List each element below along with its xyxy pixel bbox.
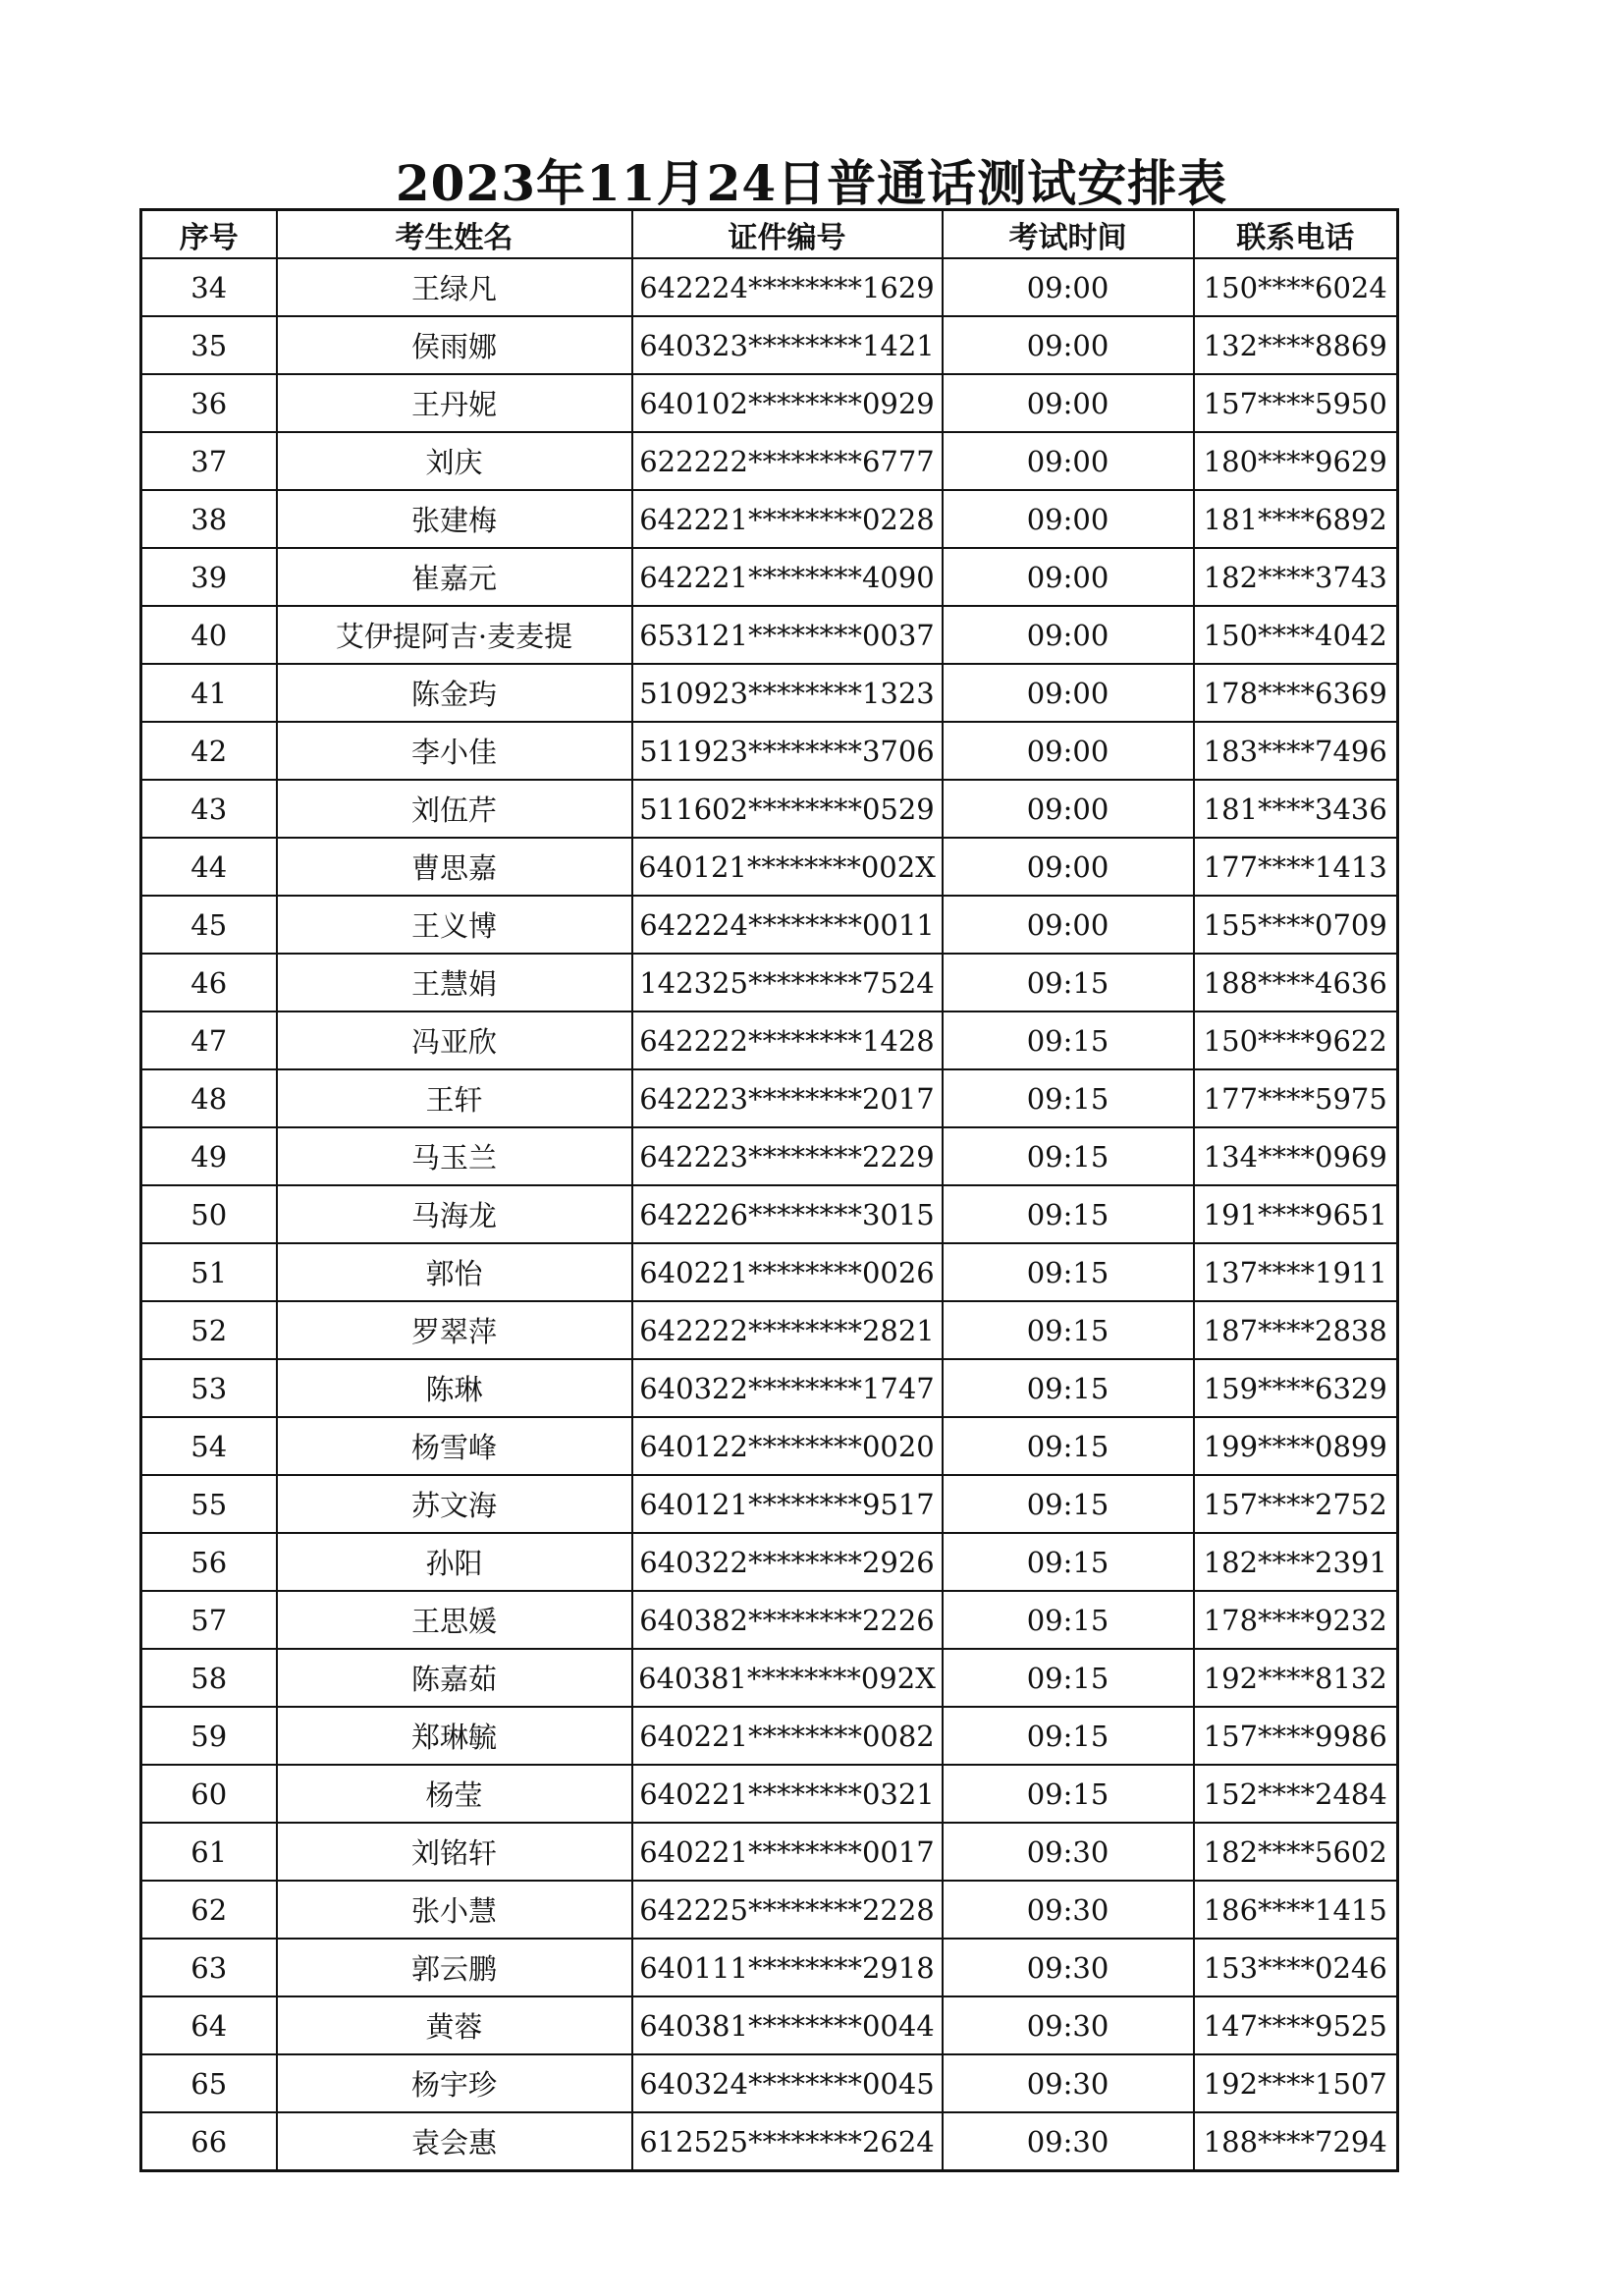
cell-name: 李小佳 — [277, 722, 632, 780]
cell-name: 王丹妮 — [277, 374, 632, 432]
cell-exam-time: 09:00 — [943, 258, 1194, 316]
cell-name: 马玉兰 — [277, 1127, 632, 1185]
cell-id-number: 642222********2821 — [632, 1301, 943, 1359]
cell-seq: 64 — [141, 1996, 277, 2054]
header-name: 考生姓名 — [277, 210, 632, 259]
cell-seq: 50 — [141, 1185, 277, 1243]
cell-exam-time: 09:00 — [943, 432, 1194, 490]
cell-id-number: 640221********0026 — [632, 1243, 943, 1301]
table-row — [141, 1243, 1398, 1301]
cell-exam-time: 09:00 — [943, 374, 1194, 432]
cell-name: 苏文海 — [277, 1475, 632, 1533]
cell-phone: 159****6329 — [1194, 1359, 1398, 1417]
cell-name: 刘庆 — [277, 432, 632, 490]
cell-name: 王绿凡 — [277, 258, 632, 316]
table-row — [141, 838, 1398, 896]
cell-phone: 192****1507 — [1194, 2054, 1398, 2112]
table-row — [141, 2112, 1398, 2171]
table-row — [141, 1823, 1398, 1881]
cell-name: 孙阳 — [277, 1533, 632, 1591]
table-row — [141, 1011, 1398, 1069]
table-row — [141, 548, 1398, 606]
cell-name: 王思媛 — [277, 1591, 632, 1649]
cell-id-number: 642221********4090 — [632, 548, 943, 606]
cell-phone: 147****9525 — [1194, 1996, 1398, 2054]
cell-seq: 61 — [141, 1823, 277, 1881]
cell-seq: 49 — [141, 1127, 277, 1185]
cell-id-number: 642223********2229 — [632, 1127, 943, 1185]
cell-exam-time: 09:15 — [943, 1765, 1194, 1823]
cell-name: 郭云鹏 — [277, 1939, 632, 1996]
cell-name: 刘铭轩 — [277, 1823, 632, 1881]
header-row — [141, 210, 1398, 259]
cell-phone: 182****5602 — [1194, 1823, 1398, 1881]
cell-id-number: 640221********0321 — [632, 1765, 943, 1823]
cell-name: 陈金玙 — [277, 664, 632, 722]
table-row — [141, 316, 1398, 374]
cell-phone: 137****1911 — [1194, 1243, 1398, 1301]
cell-phone: 157****9986 — [1194, 1707, 1398, 1765]
cell-id-number: 642225********2228 — [632, 1881, 943, 1939]
cell-seq: 35 — [141, 316, 277, 374]
table-row — [141, 1475, 1398, 1533]
header-phone: 联系电话 — [1194, 210, 1398, 259]
cell-id-number: 640111********2918 — [632, 1939, 943, 1996]
cell-id-number: 642222********1428 — [632, 1011, 943, 1069]
cell-name: 陈琳 — [277, 1359, 632, 1417]
cell-exam-time: 09:15 — [943, 1649, 1194, 1707]
cell-phone: 150****6024 — [1194, 258, 1398, 316]
cell-exam-time: 09:15 — [943, 1533, 1194, 1591]
cell-name: 张小慧 — [277, 1881, 632, 1939]
cell-exam-time: 09:30 — [943, 1823, 1194, 1881]
cell-phone: 187****2838 — [1194, 1301, 1398, 1359]
table-row — [141, 722, 1398, 780]
table-row — [141, 664, 1398, 722]
table-row — [141, 780, 1398, 838]
cell-seq: 46 — [141, 954, 277, 1011]
cell-exam-time: 09:00 — [943, 548, 1194, 606]
cell-id-number: 640121********002X — [632, 838, 943, 896]
cell-exam-time: 09:15 — [943, 1069, 1194, 1127]
cell-seq: 51 — [141, 1243, 277, 1301]
cell-name: 马海龙 — [277, 1185, 632, 1243]
cell-name: 杨雪峰 — [277, 1417, 632, 1475]
cell-id-number: 640381********0044 — [632, 1996, 943, 2054]
cell-phone: 157****5950 — [1194, 374, 1398, 432]
cell-exam-time: 09:30 — [943, 1881, 1194, 1939]
cell-seq: 40 — [141, 606, 277, 664]
cell-name: 侯雨娜 — [277, 316, 632, 374]
cell-exam-time: 09:15 — [943, 1417, 1194, 1475]
cell-id-number: 622222********6777 — [632, 432, 943, 490]
cell-name: 陈嘉茹 — [277, 1649, 632, 1707]
cell-phone: 134****0969 — [1194, 1127, 1398, 1185]
cell-seq: 53 — [141, 1359, 277, 1417]
cell-id-number: 640381********092X — [632, 1649, 943, 1707]
cell-id-number: 640382********2226 — [632, 1591, 943, 1649]
cell-phone: 182****3743 — [1194, 548, 1398, 606]
cell-seq: 63 — [141, 1939, 277, 1996]
table-row — [141, 1996, 1398, 2054]
cell-id-number: 653121********0037 — [632, 606, 943, 664]
table-row — [141, 896, 1398, 954]
table-row — [141, 1765, 1398, 1823]
cell-phone: 180****9629 — [1194, 432, 1398, 490]
cell-phone: 177****5975 — [1194, 1069, 1398, 1127]
cell-phone: 150****4042 — [1194, 606, 1398, 664]
cell-name: 王慧娟 — [277, 954, 632, 1011]
cell-id-number: 640121********9517 — [632, 1475, 943, 1533]
cell-exam-time: 09:30 — [943, 1996, 1194, 2054]
cell-exam-time: 09:30 — [943, 2054, 1194, 2112]
cell-seq: 34 — [141, 258, 277, 316]
cell-name: 冯亚欣 — [277, 1011, 632, 1069]
cell-seq: 39 — [141, 548, 277, 606]
table-row — [141, 1881, 1398, 1939]
cell-name: 曹思嘉 — [277, 838, 632, 896]
table-row — [141, 1591, 1398, 1649]
cell-name: 袁会惠 — [277, 2112, 632, 2171]
cell-exam-time: 09:15 — [943, 1301, 1194, 1359]
cell-exam-time: 09:15 — [943, 1243, 1194, 1301]
cell-seq: 58 — [141, 1649, 277, 1707]
cell-exam-time: 09:00 — [943, 490, 1194, 548]
cell-exam-time: 09:15 — [943, 954, 1194, 1011]
cell-exam-time: 09:15 — [943, 1591, 1194, 1649]
table-row — [141, 374, 1398, 432]
cell-exam-time: 09:15 — [943, 1185, 1194, 1243]
cell-name: 刘伍芹 — [277, 780, 632, 838]
cell-exam-time: 09:15 — [943, 1359, 1194, 1417]
cell-phone: 186****1415 — [1194, 1881, 1398, 1939]
cell-name: 崔嘉元 — [277, 548, 632, 606]
cell-id-number: 612525********2624 — [632, 2112, 943, 2171]
cell-id-number: 642224********1629 — [632, 258, 943, 316]
exam-schedule-table — [139, 208, 1399, 2172]
cell-seq: 57 — [141, 1591, 277, 1649]
table-body — [141, 258, 1398, 2171]
cell-phone: 188****4636 — [1194, 954, 1398, 1011]
page-title: 2023年11月24日普通话测试安排表 — [395, 154, 1228, 212]
cell-exam-time: 09:00 — [943, 780, 1194, 838]
header-seq: 序号 — [141, 210, 277, 259]
table-row — [141, 2054, 1398, 2112]
cell-id-number: 640322********2926 — [632, 1533, 943, 1591]
cell-seq: 55 — [141, 1475, 277, 1533]
cell-phone: 188****7294 — [1194, 2112, 1398, 2171]
cell-phone: 181****6892 — [1194, 490, 1398, 548]
table-row — [141, 258, 1398, 316]
table-row — [141, 1127, 1398, 1185]
cell-id-number: 510923********1323 — [632, 664, 943, 722]
cell-phone: 183****7496 — [1194, 722, 1398, 780]
cell-id-number: 640221********0017 — [632, 1823, 943, 1881]
cell-seq: 43 — [141, 780, 277, 838]
cell-phone: 157****2752 — [1194, 1475, 1398, 1533]
cell-id-number: 642224********0011 — [632, 896, 943, 954]
cell-id-number: 511602********0529 — [632, 780, 943, 838]
cell-phone: 177****1413 — [1194, 838, 1398, 896]
cell-phone: 155****0709 — [1194, 896, 1398, 954]
cell-id-number: 640323********1421 — [632, 316, 943, 374]
cell-id-number: 640102********0929 — [632, 374, 943, 432]
cell-exam-time: 09:00 — [943, 838, 1194, 896]
table-row — [141, 1301, 1398, 1359]
table-row — [141, 954, 1398, 1011]
cell-exam-time: 09:15 — [943, 1127, 1194, 1185]
cell-id-number: 640322********1747 — [632, 1359, 943, 1417]
table-row — [141, 1939, 1398, 1996]
cell-exam-time: 09:15 — [943, 1475, 1194, 1533]
table-row — [141, 1707, 1398, 1765]
cell-name: 郑琳毓 — [277, 1707, 632, 1765]
cell-seq: 66 — [141, 2112, 277, 2171]
header-id-number: 证件编号 — [632, 210, 943, 259]
cell-phone: 181****3436 — [1194, 780, 1398, 838]
cell-name: 王义博 — [277, 896, 632, 954]
cell-seq: 56 — [141, 1533, 277, 1591]
cell-name: 罗翠萍 — [277, 1301, 632, 1359]
cell-seq: 59 — [141, 1707, 277, 1765]
table-row — [141, 490, 1398, 548]
cell-name: 郭怡 — [277, 1243, 632, 1301]
cell-exam-time: 09:15 — [943, 1707, 1194, 1765]
cell-seq: 44 — [141, 838, 277, 896]
cell-id-number: 640324********0045 — [632, 2054, 943, 2112]
cell-phone: 178****9232 — [1194, 1591, 1398, 1649]
cell-name: 黄蓉 — [277, 1996, 632, 2054]
cell-seq: 48 — [141, 1069, 277, 1127]
cell-id-number: 142325********7524 — [632, 954, 943, 1011]
cell-name: 王轩 — [277, 1069, 632, 1127]
cell-id-number: 640221********0082 — [632, 1707, 943, 1765]
table-row — [141, 1649, 1398, 1707]
cell-phone: 192****8132 — [1194, 1649, 1398, 1707]
cell-seq: 36 — [141, 374, 277, 432]
cell-phone: 199****0899 — [1194, 1417, 1398, 1475]
cell-seq: 45 — [141, 896, 277, 954]
cell-seq: 47 — [141, 1011, 277, 1069]
cell-phone: 182****2391 — [1194, 1533, 1398, 1591]
table-row — [141, 1417, 1398, 1475]
table-row — [141, 432, 1398, 490]
cell-exam-time: 09:30 — [943, 2112, 1194, 2171]
cell-seq: 60 — [141, 1765, 277, 1823]
cell-exam-time: 09:00 — [943, 606, 1194, 664]
cell-id-number: 642226********3015 — [632, 1185, 943, 1243]
cell-name: 艾伊提阿吉·麦麦提 — [277, 606, 632, 664]
cell-id-number: 640122********0020 — [632, 1417, 943, 1475]
cell-id-number: 642221********0228 — [632, 490, 943, 548]
table-row — [141, 1533, 1398, 1591]
cell-exam-time: 09:15 — [943, 1011, 1194, 1069]
cell-exam-time: 09:00 — [943, 664, 1194, 722]
table-row — [141, 1185, 1398, 1243]
table-row — [141, 606, 1398, 664]
cell-exam-time: 09:00 — [943, 896, 1194, 954]
table-row — [141, 1359, 1398, 1417]
cell-seq: 38 — [141, 490, 277, 548]
cell-id-number: 511923********3706 — [632, 722, 943, 780]
cell-name: 张建梅 — [277, 490, 632, 548]
cell-phone: 132****8869 — [1194, 316, 1398, 374]
cell-exam-time: 09:00 — [943, 316, 1194, 374]
cell-id-number: 642223********2017 — [632, 1069, 943, 1127]
cell-seq: 52 — [141, 1301, 277, 1359]
cell-exam-time: 09:30 — [943, 1939, 1194, 1996]
cell-phone: 191****9651 — [1194, 1185, 1398, 1243]
cell-name: 杨宇珍 — [277, 2054, 632, 2112]
table-row — [141, 1069, 1398, 1127]
cell-exam-time: 09:00 — [943, 722, 1194, 780]
cell-phone: 150****9622 — [1194, 1011, 1398, 1069]
cell-seq: 41 — [141, 664, 277, 722]
cell-seq: 42 — [141, 722, 277, 780]
cell-seq: 37 — [141, 432, 277, 490]
header-exam-time: 考试时间 — [943, 210, 1194, 259]
cell-seq: 54 — [141, 1417, 277, 1475]
cell-phone: 178****6369 — [1194, 664, 1398, 722]
cell-name: 杨莹 — [277, 1765, 632, 1823]
cell-phone: 153****0246 — [1194, 1939, 1398, 1996]
cell-seq: 65 — [141, 2054, 277, 2112]
cell-phone: 152****2484 — [1194, 1765, 1398, 1823]
cell-seq: 62 — [141, 1881, 277, 1939]
